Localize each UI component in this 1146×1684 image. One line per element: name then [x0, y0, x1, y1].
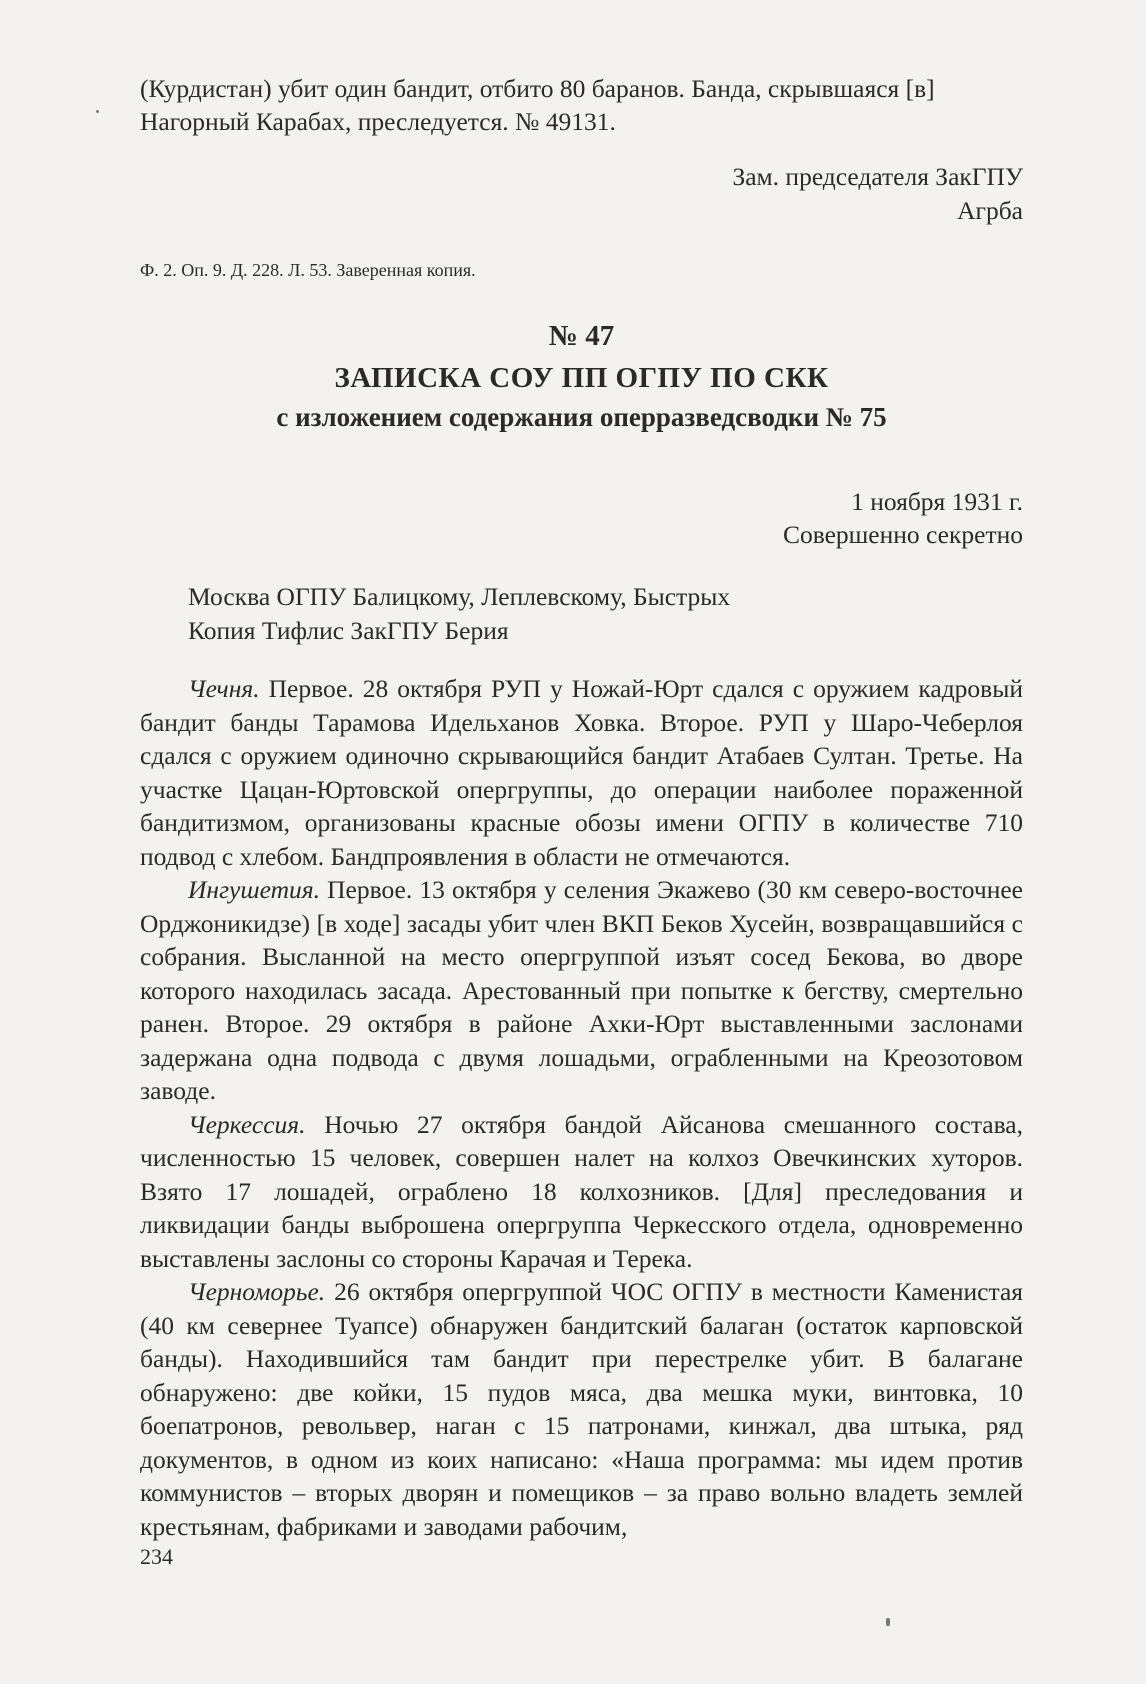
section-cherkessia — [140, 1108, 1023, 1276]
document-number: № 47 — [548, 320, 615, 352]
section-text: Ночью 27 октября бандой Айсанова смешанного состава, численностью 15 человек, совершен налет на колхоз Овечкинских хуторов. Взято 17 лошадей, ограблено 18 колхозников. [Для] преследования и ликвидации банды выброшена опергруппа Черкесского отдела, одновременно выставлены заслоны со стороны Карачая и Терека. — [140, 1109, 1023, 1273]
header-line-1: (Курдистан) убит один бандит, отбито 80 баранов. Банда, скрывшаяся [в] — [140, 74, 935, 103]
region-name: Черкессия. — [188, 1109, 306, 1139]
addressee-line-2: Копия Тифлис ЗакГПУ Берия — [188, 616, 509, 645]
document-title: ЗАПИСКА СОУ ПП ОГПУ ПО СКК — [334, 362, 829, 394]
section-chechnya — [140, 672, 1023, 873]
classification-stamp: Совершенно секретно — [782, 520, 1023, 549]
signature-position: Зам. председателя ЗакГПУ — [732, 162, 1023, 191]
section-ingushetia — [140, 873, 1023, 1108]
region-name: Чечня. — [188, 674, 260, 703]
section-text: Первое. 28 октября РУП у Ножай-Юрт сдался с оружием кадровый бандит банды Тарамова Идельханов Ховка. Второе. РУП у Шаро-Чеберлоя сдался с оружием одиночно скрывающийся бандит Атабаев Султан. Третье. На участке Цацан-Юртовской опергруппы, до операции наиболее пораженной бандитизмом, организованы красные обозы имени ОГПУ в количестве 710 подвод с хлебом. Бандпроявления в области не отмечаются. — [140, 674, 1023, 871]
header-line-2: Нагорный Карабах, преследуется. № 49131. — [140, 107, 616, 136]
report-body — [140, 672, 1023, 1543]
archive-reference: Ф. 2. Оп. 9. Д. 228. Л. 53. Заверенная копия. — [140, 260, 476, 280]
region-name: Черноморье. — [188, 1277, 326, 1306]
signature-name: Агрба — [957, 196, 1023, 225]
region-name: Ингушетия. — [188, 875, 320, 904]
document-date: 1 ноября 1931 г. — [851, 487, 1023, 516]
document-subtitle: с изложением содержания оперразведсводки № 75 — [276, 402, 887, 432]
section-text: Первое. 13 октября у селения Экажево (30 км северо-восточнее Орджоникидзе) [в ходе] засады убит член ВКП Беков Хусейн, возвращавшийся с собрания. Высланной на место опергруппой изъят сосед Бекова, во дворе которого находилась засада. Арестованный при попытке к бегству, смертельно ранен. Второе. 29 октября в районе Ахки-Юрт выставленными заслонами задержана одна подвода с двумя лошадьми, ограбленными на Креозотовом заводе. — [140, 875, 1023, 1105]
scan-speck — [886, 1618, 890, 1626]
addressee-line-1: Москва ОГПУ Балицкому, Леплевскому, Быстрых — [188, 582, 731, 611]
scan-speck — [96, 110, 99, 113]
section-text: 26 октября опергруппой ЧОС ОГПУ в местности Каменистая (40 км севернее Туапсе) обнаружен бандитский балаган (остаток карповской банды). Находившийся там бандит при перестрелке убит. В балагане обнаружено: две койки, 15 пудов мяса, два мешка муки, винтовка, 10 боепатронов, револьвер, наган с 15 патронами, кинжал, два штыка, ряд документов, в одном из коих написано: «Наша программа: мы идем против коммунистов – вторых дворян и помещиков – за право вольно владеть землей крестьянам, фабриками и заводами рабочим, — [140, 1277, 1023, 1541]
section-chernomorie — [140, 1275, 1023, 1543]
page-number: 234 — [140, 1544, 173, 1569]
